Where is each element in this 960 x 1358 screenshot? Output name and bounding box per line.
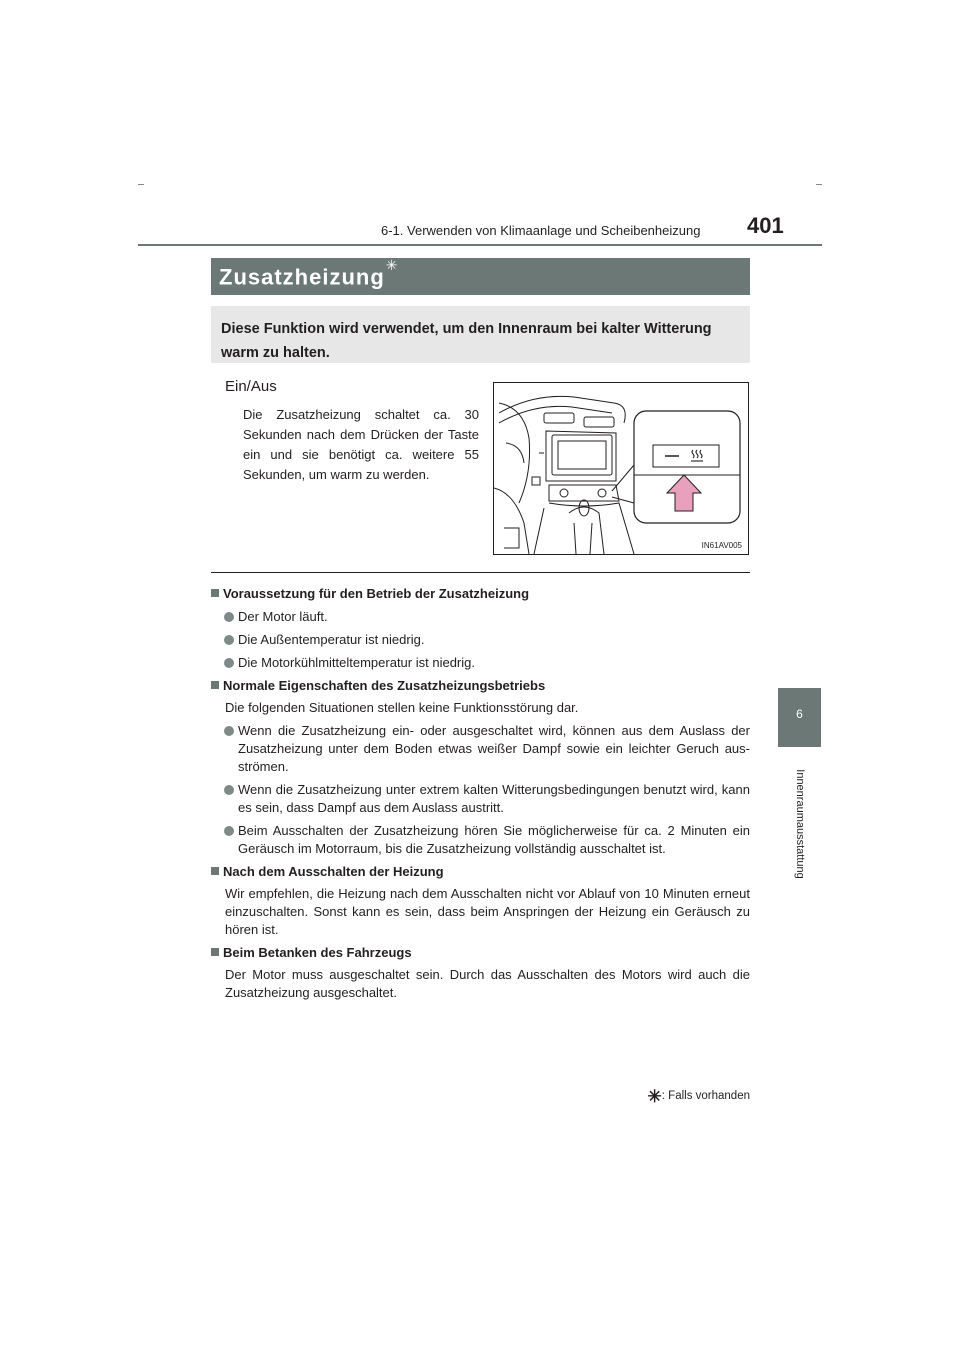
crop-mark [816,184,822,185]
note-block [211,677,750,858]
round-bullet-icon [224,658,234,668]
dashboard-illustration [493,382,749,555]
page-number: 401 [747,213,784,238]
footnote-text: : Falls vorhanden [661,1090,750,1102]
chapter-label: Innenraumausstattung [794,769,806,879]
square-bullet-icon [211,867,219,875]
note-bullet [211,631,750,649]
note-text: Der Motor muss ausgeschaltet sein. Durch das Ausschalten des Motors wird auch die Zusatzheizung ausgeschaltet. [225,967,750,1000]
note-heading-text: Beim Betanken des Fahrzeugs [223,945,412,960]
note-bullet-text: Die Außentemperatur ist niedrig. [238,632,425,647]
note-bullet [211,608,750,626]
note-block [211,863,750,939]
note-heading [211,863,750,881]
figure-code: IN61AV005 [701,541,742,550]
note-bullet [211,822,750,858]
footnote-mark: ✳ [647,1087,662,1106]
intro-box [211,306,750,363]
square-bullet-icon [211,589,219,597]
note-heading-text: Nach dem Ausschalten der Heizung [223,864,444,879]
dashboard-drawing [494,383,748,554]
note-heading-text: Normale Eigenschaften des Zusatzheizungsbetriebs [223,678,546,693]
crop-mark [138,184,144,185]
optional-mark: ✳ [385,257,399,273]
page-title [219,257,399,290]
note-heading [211,585,750,603]
chapter-number: 6 [796,707,803,721]
note-block [211,944,750,1002]
note-bullet-text: Beim Ausschalten der Zusatzheizung hören Sie möglicherweise für ca. 2 Minuten ein Geräusch im Motorraum, bis die Zusatzheizung vollständig ausschaltet ist. [238,823,750,856]
round-bullet-icon [224,612,234,622]
square-bullet-icon [211,948,219,956]
intro-text: Diese Funktion wird verwendet, um den Innenraum bei kalter Witterung warm zu halten. [221,321,712,361]
square-bullet-icon [211,681,219,689]
page-title-text: Zusatzheizung [219,264,385,290]
round-bullet-icon [224,785,234,795]
chapter-tab [778,688,821,747]
chapter-side-label [793,755,807,895]
note-bullet [211,722,750,776]
note-heading-text: Voraussetzung für den Betrieb der Zusatzheizung [223,586,530,601]
note-bullet-text: Der Motor läuft. [238,609,328,624]
note-bullet [211,781,750,817]
footnote [617,1087,750,1107]
note-bullet-text: Wenn die Zusatzheizung unter extrem kalten Witterungsbedingungen benutzt wird, kann es sein, dass Dampf aus dem Auslass austritt. [238,782,750,815]
section-label: 6-1. Verwenden von Klimaanlage und Scheibenheizung [381,223,701,238]
item-title: Ein/Aus [225,378,277,395]
round-bullet-icon [224,635,234,645]
notes-section [211,580,750,1002]
round-bullet-icon [224,726,234,736]
item-description: Die Zusatzheizung schaltet ca. 30 Sekunden nach dem Drücken der Taste ein und sie benötigt ca. weitere 55 Sekunden, um warm zu werden. [243,407,479,482]
note-bullet-text: Die Motorkühlmitteltemperatur ist niedrig. [238,655,475,670]
header-rule [138,244,822,246]
note-bullet-text: Wenn die Zusatzheizung ein- oder ausgeschaltet wird, können aus dem Auslass der Zusatzheizung unter dem Boden etwas weißer Dampf sowie ein leichter Geruch aus-strömen. [238,723,750,774]
round-bullet-icon [224,826,234,836]
note-bullet [211,654,750,672]
section-title-bar [211,258,750,295]
note-heading [211,944,750,962]
note-heading [211,677,750,695]
note-text: Die folgenden Situationen stellen keine Funktionsstörung dar. [225,700,579,715]
note-text: Wir empfehlen, die Heizung nach dem Ausschalten nicht vor Ablauf von 10 Minuten erneut einzuschalten. Sonst kann es sein, dass beim Anspringen der Heizung ein Geräusch zu hören ist. [225,886,750,937]
note-block [211,585,750,672]
notes-rule [211,572,750,573]
